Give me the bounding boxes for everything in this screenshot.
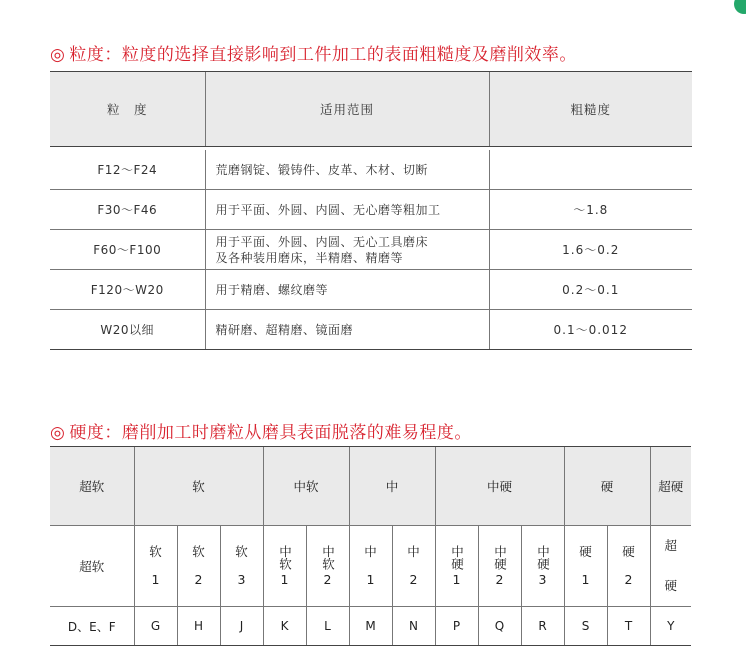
grit-roughness-cell: ～1.8: [489, 190, 692, 230]
grade-cell: [650, 526, 691, 607]
grade-number: 1: [151, 572, 160, 587]
grade-cell: [134, 526, 177, 607]
grade-number: 2: [194, 572, 203, 587]
usage-line: 用于平面、外圆、内圆、无心工具磨床: [215, 234, 429, 249]
grade-name: 中硬: [535, 544, 551, 570]
grit-size-cell: F60～F100: [50, 230, 205, 270]
grit-header-row: [50, 72, 692, 147]
usage-line: 用于精磨、螺纹磨等: [215, 282, 329, 297]
group-cell: 中: [349, 447, 435, 526]
grade-cell: [220, 526, 263, 607]
code-cell: Q: [478, 607, 521, 646]
code-cell: G: [134, 607, 177, 646]
grade-number: 3: [237, 572, 246, 587]
grade-cell: [521, 526, 564, 607]
grade-name: 硬: [622, 544, 635, 559]
grit-roughness-cell: [489, 150, 692, 190]
code-cell: M: [349, 607, 392, 646]
grade-name: 软: [149, 544, 162, 559]
usage-line: 精研磨、超精磨、镜面磨: [215, 322, 354, 337]
double-circle-icon: ◎: [50, 45, 66, 65]
table-row: [50, 190, 692, 230]
code-cell: P: [435, 607, 478, 646]
grade-number: 2: [495, 571, 504, 587]
grade-name-part: 硬: [664, 578, 677, 593]
grade-number: 1: [280, 571, 289, 587]
grit-header-size: 粒 度: [50, 72, 205, 147]
grit-title-text: 粒度：粒度的选择直接影响到工件加工的表面粗糙度及磨削效率。: [69, 45, 577, 65]
grit-usage-cell: [205, 270, 489, 310]
code-cell: T: [607, 607, 650, 646]
grade-number: 1: [581, 572, 590, 587]
grade-name-part: 超: [664, 538, 677, 553]
grit-usage-cell: [205, 310, 489, 350]
code-cell: J: [220, 607, 263, 646]
table-row: [50, 270, 692, 310]
grade-name: 中: [407, 544, 420, 559]
table-row: [50, 310, 692, 350]
grit-size-cell: F120～W20: [50, 270, 205, 310]
hardness-table: [50, 446, 691, 646]
hardness-section-title: [50, 418, 472, 443]
grade-name: 中软: [277, 544, 293, 570]
grade-number: 2: [409, 572, 418, 587]
corner-green-dot: [734, 0, 746, 14]
code-cell: R: [521, 607, 564, 646]
code-cell: L: [306, 607, 349, 646]
grade-name: 软: [192, 544, 205, 559]
group-cell: 超硬: [650, 447, 691, 526]
grit-roughness-cell: 0.1～0.012: [489, 310, 692, 350]
code-cell: H: [177, 607, 220, 646]
grit-usage-cell: [205, 150, 489, 190]
group-cell: 中软: [263, 447, 349, 526]
grit-size-cell: F12～F24: [50, 150, 205, 190]
grit-roughness-cell: 0.2～0.1: [489, 270, 692, 310]
grit-header-usage: 适用范围: [205, 72, 489, 147]
grade-name: 软: [235, 544, 248, 559]
grade-number: 1: [366, 572, 375, 587]
grade-cell: [478, 526, 521, 607]
grit-usage-cell: [205, 230, 489, 270]
table-row: [50, 230, 692, 270]
grit-size-cell: F30～F46: [50, 190, 205, 230]
grade-cell: [306, 526, 349, 607]
grade-cell: 超软: [50, 526, 134, 607]
code-cell: S: [564, 607, 607, 646]
grade-cell: [349, 526, 392, 607]
hardness-grade-row: [50, 526, 691, 607]
hardness-code-row: [50, 607, 691, 646]
grit-section-title: [50, 40, 577, 65]
grade-number: 3: [538, 571, 547, 587]
hardness-group-row: [50, 447, 691, 526]
grade-name: 中硬: [449, 544, 465, 570]
grade-number: 1: [452, 571, 461, 587]
group-cell: 中硬: [435, 447, 564, 526]
grade-name: 硬: [579, 544, 592, 559]
code-cell: Y: [650, 607, 691, 646]
grade-cell: [177, 526, 220, 607]
code-cell: K: [263, 607, 306, 646]
grade-name: 中硬: [492, 544, 508, 570]
grade-cell: [263, 526, 306, 607]
double-circle-icon: ◎: [50, 423, 66, 443]
group-cell: 软: [134, 447, 263, 526]
grade-cell: [564, 526, 607, 607]
group-cell: 硬: [564, 447, 650, 526]
grit-usage-cell: [205, 190, 489, 230]
grade-cell: [607, 526, 650, 607]
group-cell: 超软: [50, 447, 134, 526]
usage-line: 荒磨钢锭、锻铸件、皮革、木材、切断: [215, 162, 429, 177]
usage-line: 用于平面、外圆、内圆、无心磨等粗加工: [215, 202, 441, 217]
grade-number: 2: [624, 572, 633, 587]
grade-name: 中: [364, 544, 377, 559]
hardness-title-text: 硬度：磨削加工时磨粒从磨具表面脱落的难易程度。: [69, 423, 472, 443]
grade-cell: [392, 526, 435, 607]
grade-cell: [435, 526, 478, 607]
code-cell: D、E、F: [50, 607, 134, 646]
table-row: [50, 150, 692, 190]
grit-header-roughness: 粗糙度: [489, 72, 692, 147]
grit-size-cell: W20以细: [50, 310, 205, 350]
grit-table: [50, 71, 692, 350]
grit-roughness-cell: 1.6～0.2: [489, 230, 692, 270]
grade-number: 2: [323, 571, 332, 587]
grade-name: 中软: [320, 544, 336, 570]
usage-line: 及各种装用磨床，半精磨、精磨等: [215, 250, 404, 265]
code-cell: N: [392, 607, 435, 646]
